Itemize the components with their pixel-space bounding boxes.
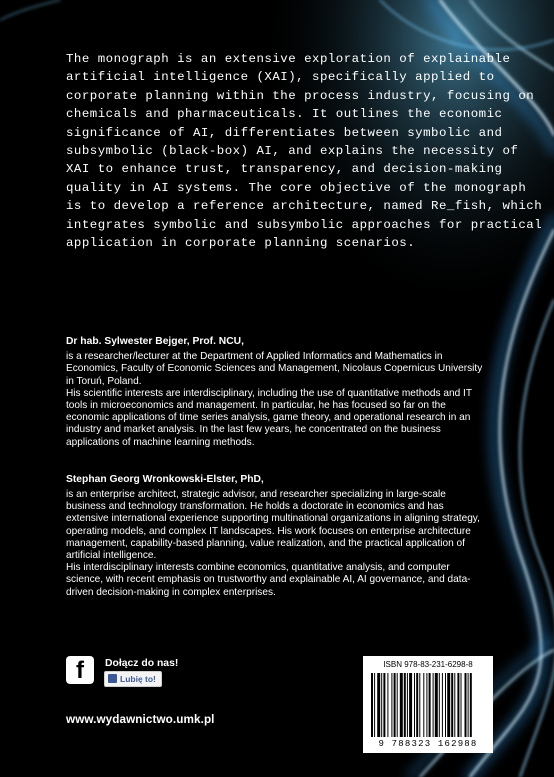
barcode-bar: [465, 673, 467, 737]
monograph-abstract: The monograph is an extensive exploration of explainable artificial intelligence (XAI), specifically applied to corporate planning within the process industry, focusing on chemicals and pharmaceuticals. It outlines the economic significance of AI, differentiates between symbolic and subsymbolic (black-box) AI, and explains the necessity of XAI to enhance trust, transparency, and decision-making quality in AI systems. The core objective of the monograph is to develop a reference architecture, named Re_fish, which integrates symbolic and subsymbolic approaches for practical application in corporate planning scenarios.: [66, 52, 543, 251]
author-bio-2: [66, 474, 486, 599]
barcode-bar: [377, 673, 380, 737]
author-name: Dr hab. Sylwester Bejger, Prof. NCU,: [66, 336, 244, 347]
thumbs-up-icon: [108, 674, 117, 683]
barcode-bar: [470, 673, 472, 737]
barcode-bar: [397, 673, 398, 737]
facebook-join-label: Dołącz do nas!: [105, 658, 179, 669]
author-bio-1: [66, 336, 486, 449]
facebook-like-button[interactable]: [104, 671, 162, 687]
author-interests-text: His scientific interests are interdisciplinary, including the use of quantitative methods and IT tools in microeconomics and management. In particular, he has focused so far on the economic applications of time series analysis, game theory, and operational research in an industry and market analysis. In the last few years, he concentrated on the business applications of machine learning methods.: [66, 387, 472, 448]
barcode-bar: [394, 673, 396, 737]
author-bios: [66, 336, 486, 624]
facebook-like-label: Lubię to!: [120, 674, 156, 684]
barcode-bar: [383, 673, 385, 737]
barcode-bar: [435, 673, 438, 737]
barcode-bar: [426, 673, 427, 737]
isbn-barcode-box: [363, 656, 493, 753]
barcode-bar: [391, 673, 392, 737]
barcode-bar: [374, 673, 375, 737]
barcode-bar: [454, 673, 455, 737]
barcode-bar: [468, 673, 469, 737]
barcode-bar: [409, 673, 412, 737]
barcode-bar: [400, 673, 403, 737]
barcode-bar: [439, 673, 440, 737]
author-bio-text: is an enterprise architect, strategic advisor, and researcher specializing in large-scale business and technology transformation. He holds a doctorate in economics and has extensive international experience supporting multinational organizations in aligning strategy, operating models, and complex IT landscapes. His work focuses on enterprise architecture management, capability-based planning, value realization, and the practical application of artificial intelligence.: [66, 489, 480, 562]
barcode-digits: 9 788323 162988: [378, 739, 478, 749]
barcode-bar: [381, 673, 382, 737]
barcode-bar: [419, 673, 420, 737]
facebook-f-icon[interactable]: f: [66, 656, 94, 684]
barcode-bar: [447, 673, 450, 737]
barcode-bar: [461, 673, 462, 737]
barcode-bar: [414, 673, 415, 737]
author-bio-text: is a researcher/lecturer at the Department of Applied Informatics and Mathematics in Economics, Faculty of Economic Sciences and Management, Nicolaus Copernicus University in Toruń, Poland.: [66, 351, 483, 387]
barcode-bar: [433, 673, 434, 737]
author-name: Stephan Georg Wronkowski-Elster, PhD,: [66, 473, 264, 485]
barcode-bar: [387, 673, 388, 737]
barcode-bar: [423, 673, 424, 737]
barcode-bar: [407, 673, 408, 737]
barcode-bar: [371, 673, 373, 737]
barcode-bar: [416, 673, 418, 737]
barcode-bars: [371, 673, 485, 737]
isbn-label: ISBN 978-83-231-6298-8: [383, 660, 473, 669]
barcode-bar: [429, 673, 431, 737]
barcode-bar: [457, 673, 459, 737]
barcode-bar: [404, 673, 406, 737]
barcode-bar: [445, 673, 446, 737]
publisher-website: www.wydawnictwo.umk.pl: [66, 713, 215, 726]
author-interests-text: His interdisciplinary interests combine economics, quantitative analysis, and computer science, with recent emphasis on trustworthy and explainable AI, AI governance, and data-driven decision-making in complex enterprises.: [66, 562, 471, 598]
barcode-bar: [451, 673, 453, 737]
barcode-bar: [442, 673, 443, 737]
